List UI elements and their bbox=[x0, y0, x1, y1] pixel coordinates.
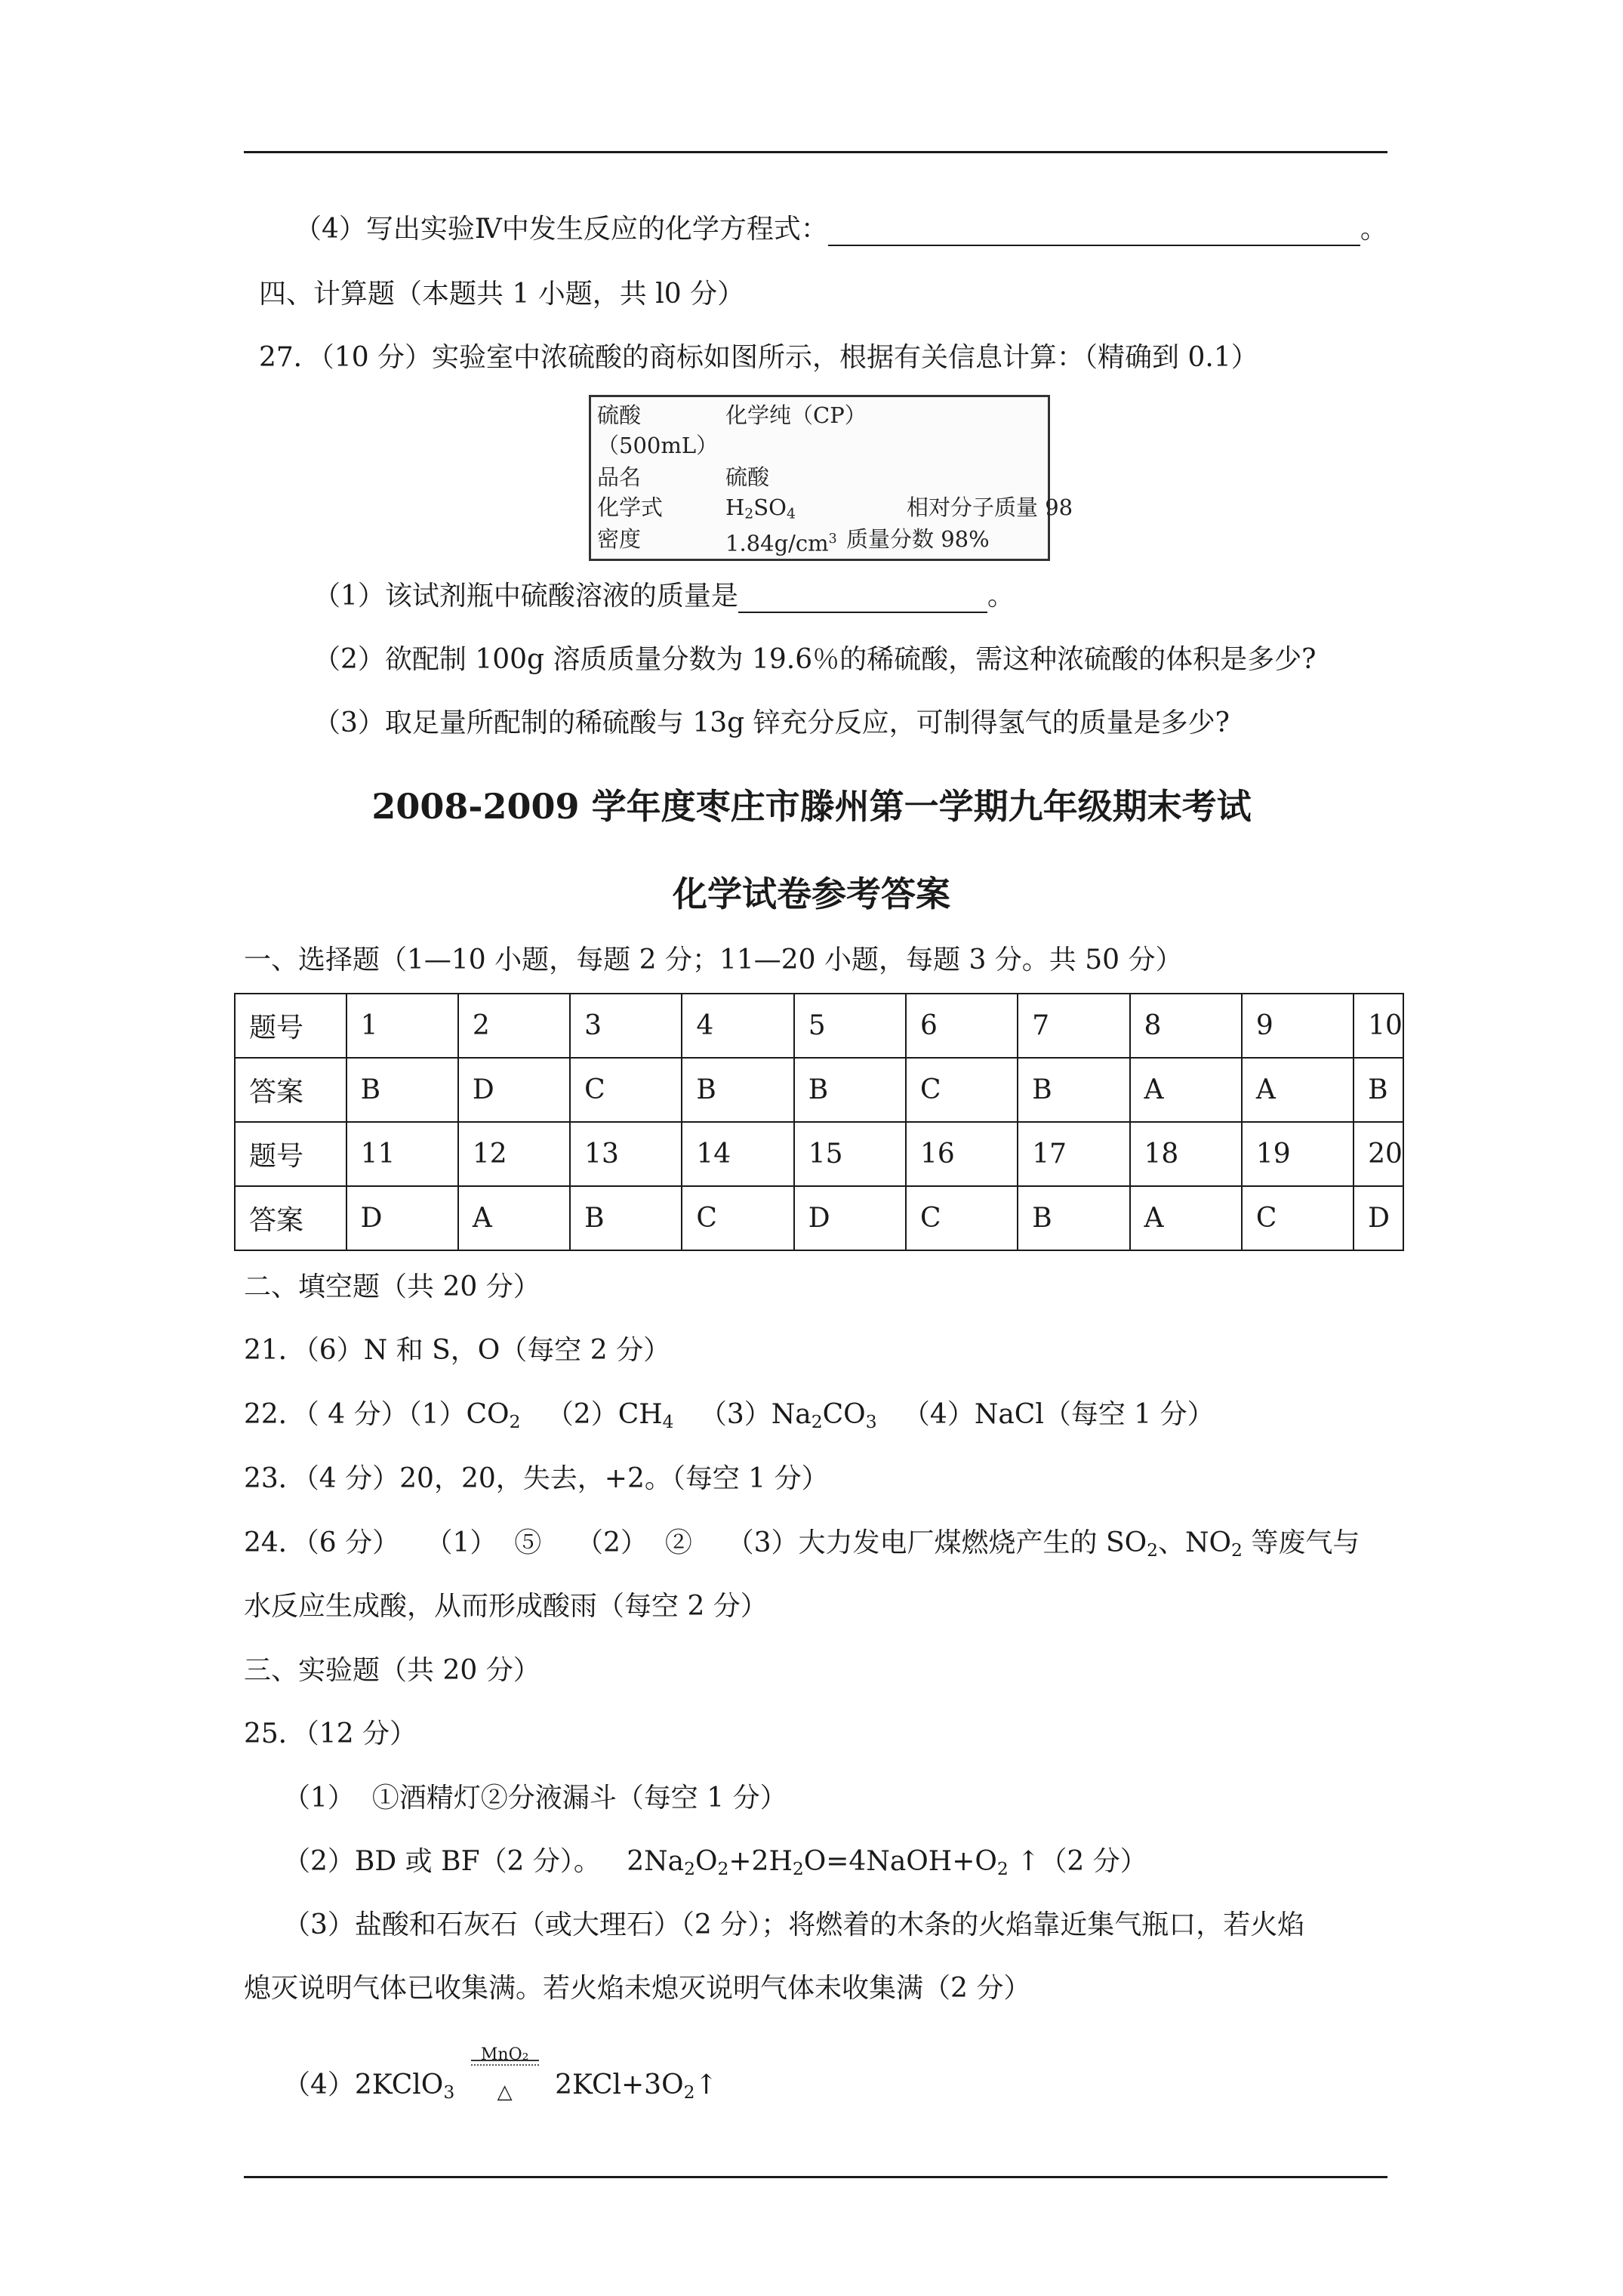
catalyst-label: MnO₂ bbox=[480, 2045, 529, 2064]
q27-sub3: （3）取足量所配制的稀硫酸与 13g 锌充分反应，可制得氢气的质量是多少? bbox=[313, 707, 1230, 738]
table-row-header: 题号 bbox=[235, 994, 346, 1058]
acid-label-image bbox=[589, 395, 1073, 561]
table-row bbox=[235, 994, 1403, 1058]
table-cell: 1 bbox=[346, 994, 458, 1058]
q27-sub1 bbox=[313, 580, 1015, 613]
label-r4c1: 化学式 bbox=[597, 495, 664, 520]
section2-title: 二、填空题（共 20 分） bbox=[244, 1271, 540, 1302]
table-cell: C bbox=[906, 1058, 1018, 1122]
q27-stem: 27．（10 分）实验室中浓硫酸的商标如图所示，根据有关信息计算：（精确到 0.1） bbox=[259, 342, 1258, 373]
table-cell: C bbox=[570, 1058, 682, 1122]
answer-24-cont: 水反应生成酸，从而形成酸雨（每空 2 分） bbox=[244, 1591, 768, 1622]
label-r2c1: （500mL） bbox=[597, 433, 719, 458]
reaction-condition bbox=[463, 2045, 547, 2109]
table-cell: 6 bbox=[906, 994, 1018, 1058]
heat-symbol: △ bbox=[497, 2080, 513, 2103]
table-cell: B bbox=[1354, 1058, 1403, 1122]
label-r4c3: 相对分子质量 98 bbox=[907, 495, 1073, 520]
table-cell: 3 bbox=[570, 994, 682, 1058]
table-cell: 2 bbox=[458, 994, 570, 1058]
table-cell: 14 bbox=[682, 1122, 793, 1186]
section1-title: 一、选择题（1—10 小题，每题 2 分；11—20 小题，每题 3 分。共 50 分） bbox=[244, 945, 1183, 975]
table-cell: D bbox=[794, 1186, 906, 1250]
label-r1c2: 化学纯（CP） bbox=[725, 402, 867, 428]
answer-21: 21．（6）N 和 S，O（每空 2 分） bbox=[244, 1335, 671, 1366]
table-cell: 5 bbox=[794, 994, 906, 1058]
q4-text: （4）写出实验Ⅳ中发生反应的化学方程式： bbox=[294, 214, 828, 245]
answer-25-1: （1） ①酒精灯②分液漏斗（每空 1 分） bbox=[283, 1783, 787, 1814]
table-cell: B bbox=[682, 1058, 793, 1122]
q27-sub1-end: 。 bbox=[987, 581, 1015, 612]
table-cell: 7 bbox=[1018, 994, 1129, 1058]
table-cell: 4 bbox=[682, 994, 793, 1058]
label-r5c3: 质量分数 98% bbox=[846, 526, 990, 552]
table-row-header: 答案 bbox=[235, 1186, 346, 1250]
table-cell: B bbox=[346, 1058, 458, 1122]
table-cell: D bbox=[346, 1186, 458, 1250]
equals-bar bbox=[471, 2060, 539, 2066]
table-row-header: 题号 bbox=[235, 1122, 346, 1186]
table-cell: B bbox=[794, 1058, 906, 1122]
table-cell: 20 bbox=[1354, 1122, 1403, 1186]
answer-22: 22．（ 4 分）$(1)CO_2$ $(2)CH_4$ $(3)Na_2CO_3$ （4）NaCl（每空 1 分） bbox=[244, 1399, 1215, 1432]
q27-sub1-text: （1）该试剂瓶中硫酸溶液的质量是 bbox=[313, 581, 738, 612]
table-cell: 10 bbox=[1354, 994, 1403, 1058]
table-cell: A bbox=[1130, 1058, 1242, 1122]
table-cell: 13 bbox=[570, 1122, 682, 1186]
answer-25-4: （4）2KClO$_3$ MnO₂ △ $2KCl+3O_2↑$ bbox=[283, 2069, 718, 2109]
answer-25-3-cont: 熄灭说明气体已收集满。若火焰未熄灭说明气体未收集满（2 分） bbox=[244, 1973, 1031, 2004]
table-cell: 16 bbox=[906, 1122, 1018, 1186]
label-r1c1: 硫酸 bbox=[597, 402, 642, 428]
table-cell: B bbox=[1018, 1058, 1129, 1122]
table-cell: A bbox=[1242, 1058, 1354, 1122]
header-rule bbox=[244, 151, 1387, 153]
answer-table bbox=[234, 993, 1404, 1251]
table-row bbox=[235, 1186, 1403, 1250]
q4-end: 。 bbox=[1360, 214, 1387, 245]
label-r3c1: 品名 bbox=[597, 464, 642, 490]
table-cell: 11 bbox=[346, 1122, 458, 1186]
table-cell: 15 bbox=[794, 1122, 906, 1186]
label-r4c2: $H_2SO_4$ bbox=[725, 495, 796, 522]
answer-25-3: （3）盐酸和石灰石（或大理石）（2 分）；将燃着的木条的火焰靠近集气瓶口，若火焰 bbox=[283, 1909, 1305, 1940]
label-r5c1: 密度 bbox=[597, 526, 642, 552]
q4-line bbox=[294, 213, 1387, 246]
table-cell: A bbox=[458, 1186, 570, 1250]
table-cell: A bbox=[1130, 1186, 1242, 1250]
table-cell: D bbox=[1354, 1186, 1403, 1250]
section4-title: 四、计算题（本题共 1 小题，共 l0 分） bbox=[259, 279, 745, 310]
table-cell: 12 bbox=[458, 1122, 570, 1186]
answer-blank bbox=[828, 216, 1360, 246]
table-cell: 19 bbox=[1242, 1122, 1354, 1186]
table-cell: 18 bbox=[1130, 1122, 1242, 1186]
answer-25: 25．（12 分） bbox=[244, 1718, 417, 1749]
table-cell: B bbox=[570, 1186, 682, 1250]
table-cell: C bbox=[1242, 1186, 1354, 1250]
answer-subtitle: 化学试卷参考答案 bbox=[673, 874, 950, 914]
table-cell: 8 bbox=[1130, 994, 1242, 1058]
table-cell: C bbox=[906, 1186, 1018, 1250]
table-cell: 9 bbox=[1242, 994, 1354, 1058]
answer-25-2: （2）BD 或 BF（2 分）。 $2Na_2O_2+2H_2O=4NaOH+O_2$ ↑（2 分） bbox=[283, 1846, 1147, 1879]
answer-23: 23．（4 分）20，20，失去，+2。（每空 1 分） bbox=[244, 1463, 829, 1494]
answer-title: 2008-2009 学年度枣庄市滕州第一学期九年级期末考试 bbox=[371, 786, 1252, 827]
section3-title: 三、实验题（共 20 分） bbox=[244, 1655, 540, 1686]
table-cell: C bbox=[682, 1186, 793, 1250]
table-row bbox=[235, 1058, 1403, 1122]
table-cell: 17 bbox=[1018, 1122, 1129, 1186]
q27-sub2: （2）欲配制 100g 溶质质量分数为 19.6％的稀硫酸，需这种浓硫酸的体积是多少? bbox=[313, 644, 1317, 675]
label-r5c2: $1.84g/cm^3$ bbox=[725, 530, 837, 556]
answer-24: 24．（6 分） （1） ⑤ （2） ② （3）大力发电厂煤燃烧产生的 $SO_2$、$NO_2$ 等废气与 bbox=[244, 1527, 1360, 1561]
label-r3c2: 硫酸 bbox=[725, 464, 770, 490]
answer-blank bbox=[738, 583, 987, 613]
footer-rule bbox=[244, 2176, 1387, 2178]
table-cell: B bbox=[1018, 1186, 1129, 1250]
table-row bbox=[235, 1122, 1403, 1186]
table-cell: D bbox=[458, 1058, 570, 1122]
table-row-header: 答案 bbox=[235, 1058, 346, 1122]
